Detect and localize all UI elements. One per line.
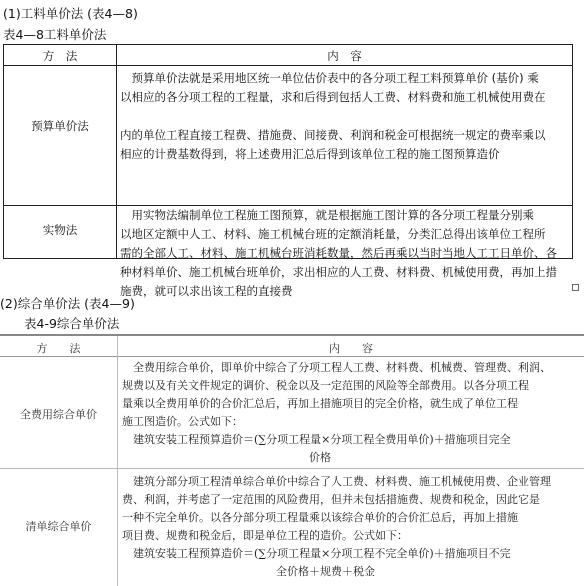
row-label-physical-method: 实物法: [42, 223, 78, 237]
content-line: 施费，就可以求出该工程的直接费: [120, 284, 293, 298]
content-line: 全价格＋规费＋税金: [122, 565, 375, 578]
section1-heading: (1)工料单价法 (表4—8): [3, 6, 138, 21]
content-line: 建筑分部分项工程清单综合单价中综合了人工费、材料费、施工机械使用费、企业管理: [122, 475, 551, 488]
section2-heading: (2)综合单价法 (表4—9): [0, 296, 135, 311]
row-content-full-cost-unit-price: [122, 359, 580, 467]
column-divider: [117, 336, 118, 586]
content-line: 以相应的各分项工程的工程量，求和后得到包括人工费、材料费和施工机械使用费在: [120, 90, 546, 104]
content-line: 相应的计费基数得到，将上述费用汇总后得到该单位工程的施工图预算造价: [120, 147, 500, 161]
header-content: 内 容: [329, 342, 373, 355]
content-line: 量乘以全费用单价的合价汇总后，再加上措施项目的完全价格，就生成了单位工程: [122, 397, 518, 410]
resize-handle-mark: [572, 284, 579, 291]
content-line: 一种不完全单价。以各分部分项工程量乘以该综合单价的合价汇总后，再加上措施: [122, 511, 518, 524]
content-line: 以地区定额中人工、材料、施工机械台班的定额消耗量，分类汇总得出该单位工程所: [120, 227, 546, 241]
content-line: 种材料单价、施工机械台班单价，求出相应的人工费、材料费、机械使用费，再加上措: [120, 265, 557, 279]
table-4-8-caption: 表4—8工料单价法: [3, 27, 107, 42]
content-line: 项目费、规费和税金后，即是单位工程的造价。公式如下：: [122, 529, 408, 542]
content-line: 费、利润，并考虑了一定范围的风险费用，但并未包括措施费、规费和税金，因此它是: [122, 493, 540, 506]
content-line: 施工图造价。公式如下：: [122, 415, 243, 428]
row-label-full-cost-unit-price: 全费用综合单价: [20, 408, 97, 421]
content-line: 需的全部人工、材料、施工机械台班消耗数量，然后再乘以当时当地人工工日单价、各: [120, 246, 557, 260]
content-line: 规费以及有关文件规定的调价、税金以及一定范围的风险等全部费用。以各分项工程: [122, 379, 529, 392]
header-method: 方 法: [36, 342, 81, 355]
table-4-8: [3, 44, 573, 298]
row-divider: [0, 468, 584, 469]
content-line: 用实物法编制单位工程施工图预算，就是根据施工图计算的各分项工程量分别乘: [120, 208, 534, 222]
column-divider: [116, 45, 117, 258]
content-line: 建筑安装工程预算造价＝(∑分项工程量×分项工程不完全单价)＋措施项目不完: [122, 547, 511, 560]
content-line: 内的单位工程直接工程费、措施费、间接费、利润和税金可根据统一规定的费率乘以: [120, 128, 546, 142]
content-line: 预算单价法就是采用地区统一单位估价表中的各分项工程工料预算单价 (基价) 乘: [120, 71, 539, 85]
row-content-budget-unit-price: [120, 69, 570, 164]
header-content: 内 容: [327, 49, 362, 63]
table-4-9: [0, 334, 584, 586]
content-line: 全费用综合单价，即单价中综合了分项工程人工费、材料费、机械费、管理费、利润、: [122, 361, 551, 374]
row-content-physical-method: [120, 206, 570, 301]
row-label-list-unit-price: 清单综合单价: [25, 520, 92, 533]
content-line: [120, 107, 570, 126]
table-4-9-caption: 表4-9综合单价法: [24, 316, 120, 331]
table-4-9-header: [0, 336, 584, 357]
content-line: 价格: [122, 451, 331, 464]
row-content-list-unit-price: [122, 473, 580, 581]
row-label-budget-unit-price: 预算单价法: [31, 119, 89, 133]
content-line: 建筑安装工程预算造价＝(∑分项工程量×分项工程全费用单价)＋措施项目完全: [122, 433, 511, 446]
header-method: 方 法: [42, 49, 78, 63]
table-4-8-header: [4, 45, 572, 66]
